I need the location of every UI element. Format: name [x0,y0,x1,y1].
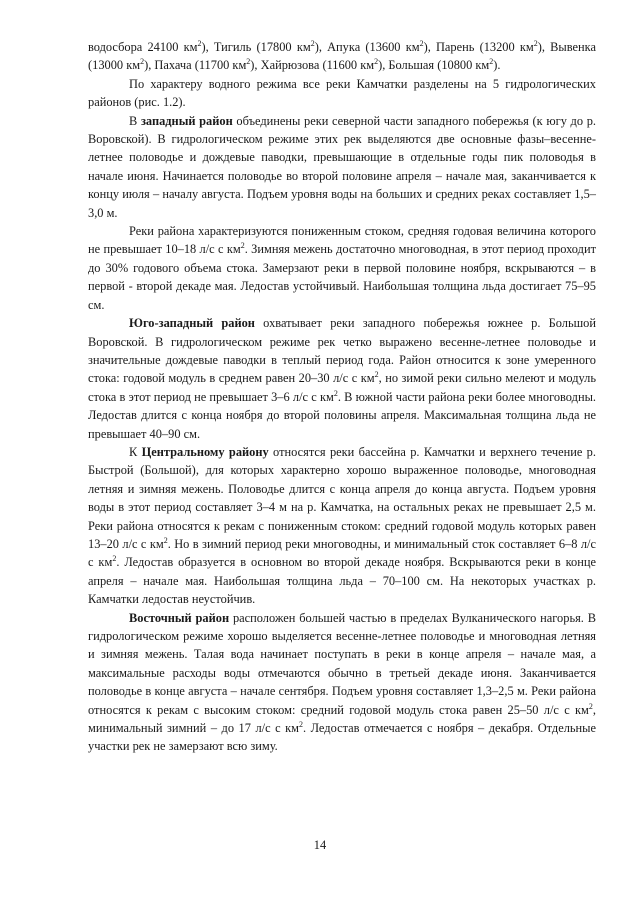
superscript: 2 [140,57,145,67]
text-run: ), Пахача (11700 км [144,58,247,73]
superscript: 2 [197,38,202,48]
paragraph [88,222,596,314]
text-run: . Зимняя межень достаточно многоводная, в этот период проходит до 30% годового объема стока. Замерзают реки в первой половине ноября, вскрываются – в первой - второй декаде мая. Ледостав устойчивый. Наибольшая толщина льда достигает 75–95 см. [88,242,596,312]
text-run: . В южной части района реки более многоводны. Ледостав длится с конца ноября до второй половины апреля. Максимальная толщина льда не превышает 40–90 см. [88,389,597,441]
superscript: 2 [240,241,245,251]
paragraph [88,75,596,112]
text-run: объединены реки северной части западного побережья (к югу до р. Воровской). В гидрологическом режиме этих рек выделяются две основные фазы–весенне-летнее половодье и дождевые паводки, превышающие в отдельные годы пик половодья в начале июня. Начинается половодье во второй половине апреля – начале мая, заканчивается к концу июля – началу августа. Подъем уровня воды на больших и средних реках составляет 1,5–3,0 м. [88,113,596,220]
bold-term: Юго-западный район [129,316,255,331]
text-run: ). [493,58,501,73]
text-run: . Ледостав образуется в основном во второй декаде ноября. Вскрываются реки в конце апреля – начале мая. Наибольшая толщина льда – 70–100 см. На некоторых участках р. Камчатки ледостав неустойчив. [88,555,597,607]
text-run: расположен большей частью в пределах Вулканического нагорья. В гидрологическом режиме хорошо выделяется весенне-летнее половодье и многоводная летняя и зимняя межень. Талая вода начинает поступать в реки в конце апреля – начале мая, а максимальные расходы воды отмечаются обычно в третьей декаде июня. Заканчивается половодье в конце августа – начале сентября. Подъем уровня составляет 1,3–2,5 м. Реки района относятся к рекам с высоким стоком: средний годовой модуль стока равен 25–50 л/с с км [88,610,596,717]
superscript: 2 [489,57,494,67]
superscript: 2 [246,57,251,67]
superscript: 2 [299,719,303,729]
page-number: 14 [313,838,327,852]
text-run: водосбора 24100 км [88,40,198,54]
text-run: Реки района характеризуются пониженным стоком, средняя годовая величина которого не превышает 10–18 л/с с км [88,224,596,257]
superscript: 2 [588,701,593,711]
superscript: 2 [374,57,379,67]
text-run: ), Вывенка (13000 км [88,40,596,73]
paragraph [88,38,596,75]
text-run: К [129,444,142,459]
paragraph [88,443,596,609]
text-run: ), Тигиль (17800 км [201,40,311,54]
text-run: ), Большая (10800 км [378,58,490,73]
bold-term: западный район [140,113,233,128]
bold-term: Восточный район [129,610,230,625]
text-run: ), Парень (13200 км [423,40,534,54]
superscript: 2 [163,535,168,545]
text-run: По характеру водного режима все реки Камчатки разделены на 5 гидрологических районов (рис. 1.2). [88,76,596,110]
superscript: 2 [533,38,538,48]
paragraph [88,314,596,443]
bold-term: Центральному району [141,444,269,459]
text-run: . Но в зимний период реки многоводны, и минимальный сток составляет 6–8 л/с с км [88,536,596,570]
paragraph [88,112,596,222]
text-run: ), Хайрюзова (11600 км [250,58,375,73]
superscript: 2 [333,388,338,398]
text-run: . Ледостав отмечается с ноября – декабря. Отдельные участки рек не замерзают всю зиму. [88,721,596,754]
text-run: , но зимой реки сильно мелеют и модуль стока в этот период не превышает 3–6 л/с с км [88,371,596,404]
document-body [88,38,596,756]
text-run: относятся реки бассейна р. Камчатки и верхнего течение р. Быстрой (Большой), для которых характерно хорошо выраженное половодье, многоводная летняя и зимняя межень. Половодье длится с конца апреля до конца августа. Подъем уровня воды в этот период составляет 3–4 м на р. Камчатка, на остальных реках не превышает 2,5 м. Реки района относятся к рекам с пониженным стоком: средний годовой модуль которых равен 13–20 л/с с км [88,444,596,551]
text-run: В [129,113,141,128]
text-run: ), Апука (13600 км [314,40,420,54]
text-run: , минимальный зимний – до 17 л/с с км [88,702,596,736]
text-run: охватывает реки западного побережья южнее р. Большой Воровской. В гидрологическом режиме рек четко выражено весенне-летнее половодье и значительные дождевые паводки в теплый период года. Район относится к зоне умеренного стока: годовой модуль в среднем равен 20–30 л/с с км [88,316,596,386]
superscript: 2 [310,38,315,48]
superscript: 2 [112,554,117,564]
paragraph [88,609,596,756]
superscript: 2 [374,370,379,380]
superscript: 2 [419,38,424,48]
